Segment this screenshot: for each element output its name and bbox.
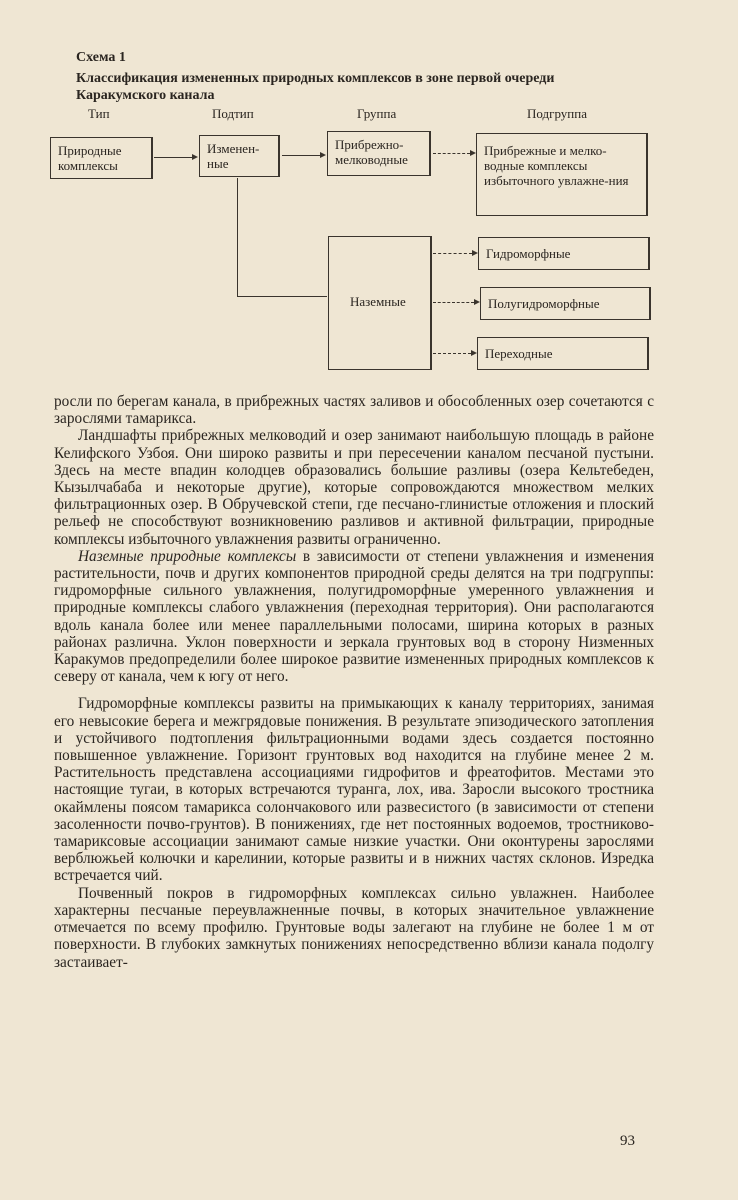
box-semihydromorphic: Полугидроморфные (480, 287, 651, 320)
scheme-title: Классификация измененных природных комплексов в зоне первой очереди Каракумского канала (76, 71, 555, 103)
body-text (54, 393, 654, 971)
paragraph-rest: в зависимости от степени увлажнения и изменения растительности, почв и других компонентов природной среды делятся на три подгруппы: гидроморфные сильного увлажнения, полугидроморфные умеренного увлажнения и природные комплексы слабого увлажнения (переходная территория). Они располагаются вдоль канала более или менее параллельными полосами, ширина которых в разных районах различна. Уклон поверхности и зеркала грунтовых вод в сторону Низменных Каракумов предопределили более широкое развитие измененных природных комплексов к северу от канала, чем к югу от него. (54, 547, 655, 686)
box-excess-moisture: Прибрежные и мелко-водные комплексы избыточного увлажне-ния (476, 133, 648, 216)
box-transitional: Переходные (477, 337, 649, 370)
connector-land-semihydro (433, 302, 474, 303)
page-number: 93 (620, 1133, 635, 1149)
box-land: Наземные (328, 236, 432, 370)
paragraph: росли по берегам канала, в прибрежных частях заливов и обособленных озер сочетаются с зарослями тамарикса. (54, 393, 654, 428)
arrow-head (470, 150, 476, 156)
connector-to-land (237, 296, 327, 297)
paragraph: Гидроморфные комплексы развиты на примыкающих к каналу территориях, занимая его невысокие берега и межгрядовые понижения. В результате эпизодического затопления и устойчивого подтопления фильтрационными водами здесь создается постоянно повышенное увлажнение. Горизонт грунтовых вод находится на глубине менее 2 м. Растительность представлена ассоциациями гидрофитов и фреатофитов. Местами это настоящие тугаи, в которых встречаются туранга, лох, ива. Заросли высокого тростника окаймлены поясом тамарикса солончакового или развесистого (в зависимости от степени засоленности почво-грунтов). В понижениях, где нет постоянных водоемов, тростниково-тамариксовые ассоциации занимают самые низкие участки. Они оконтурены зарослями верблюжьей колючки и карелинии, которые развиты и в нижних частях склонов. Изредка встречается чий. (54, 695, 654, 885)
arrow-head (472, 250, 478, 256)
arrow-head (320, 152, 326, 158)
arrow-head (471, 350, 477, 356)
italic-term: Наземные природные комплексы (78, 547, 297, 565)
paragraph: Ландшафты прибрежных мелководий и озер занимают наибольшую площадь в районе Келифского Узбоя. Они широко развиты и при пересечении каналом песчаной пустыни. Здесь на месте впадин колодцев образовались большие разливы (озера Кельтебеден, Кызылчабаба и некоторые другие), которые сопровождаются множеством мелких фильтрационных озер. В Обручевской степи, где песчано-глинистые отложения и плоский рельеф не способствуют возникновению разливов и активной фильтрации, природные комплексы избыточного увлажнения развиты ограниченно. (54, 427, 654, 548)
arrow-head (192, 154, 198, 160)
box-changed: Изменен-ные (199, 135, 280, 177)
header-group: Группа (357, 106, 397, 121)
header-type: Тип (88, 106, 110, 121)
box-hydromorphic: Гидроморфные (478, 237, 650, 270)
connector-subtype-group (282, 155, 320, 156)
connector-land-hydro (433, 253, 472, 254)
arrow-head (474, 299, 480, 305)
box-shallow: Прибрежно-мелководные (327, 131, 431, 176)
paragraph: Почвенный покров в гидроморфных комплексах сильно увлажнен. Наиболее характерны песчаные переувлажненные почвы, в которых значительное увлажнение отмечается по всему профилю. Грунтовые воды залегают на глубине не более 1 м от поверхности. В глубоких замкнутых понижениях непосредственно вблизи канала подолгу застаивает- (54, 884, 654, 971)
header-subgroup: Подгруппа (527, 106, 587, 121)
connector-land-transit (433, 353, 471, 354)
connector-type-subtype (154, 157, 192, 158)
box-natural-complexes: Природные комплексы (50, 137, 153, 179)
paragraph (54, 548, 654, 686)
connector-subtype-down (237, 178, 238, 296)
header-subtype: Подтип (212, 106, 254, 121)
scheme-label: Схема 1 (76, 50, 126, 65)
connector-group-subgroup (433, 153, 470, 154)
